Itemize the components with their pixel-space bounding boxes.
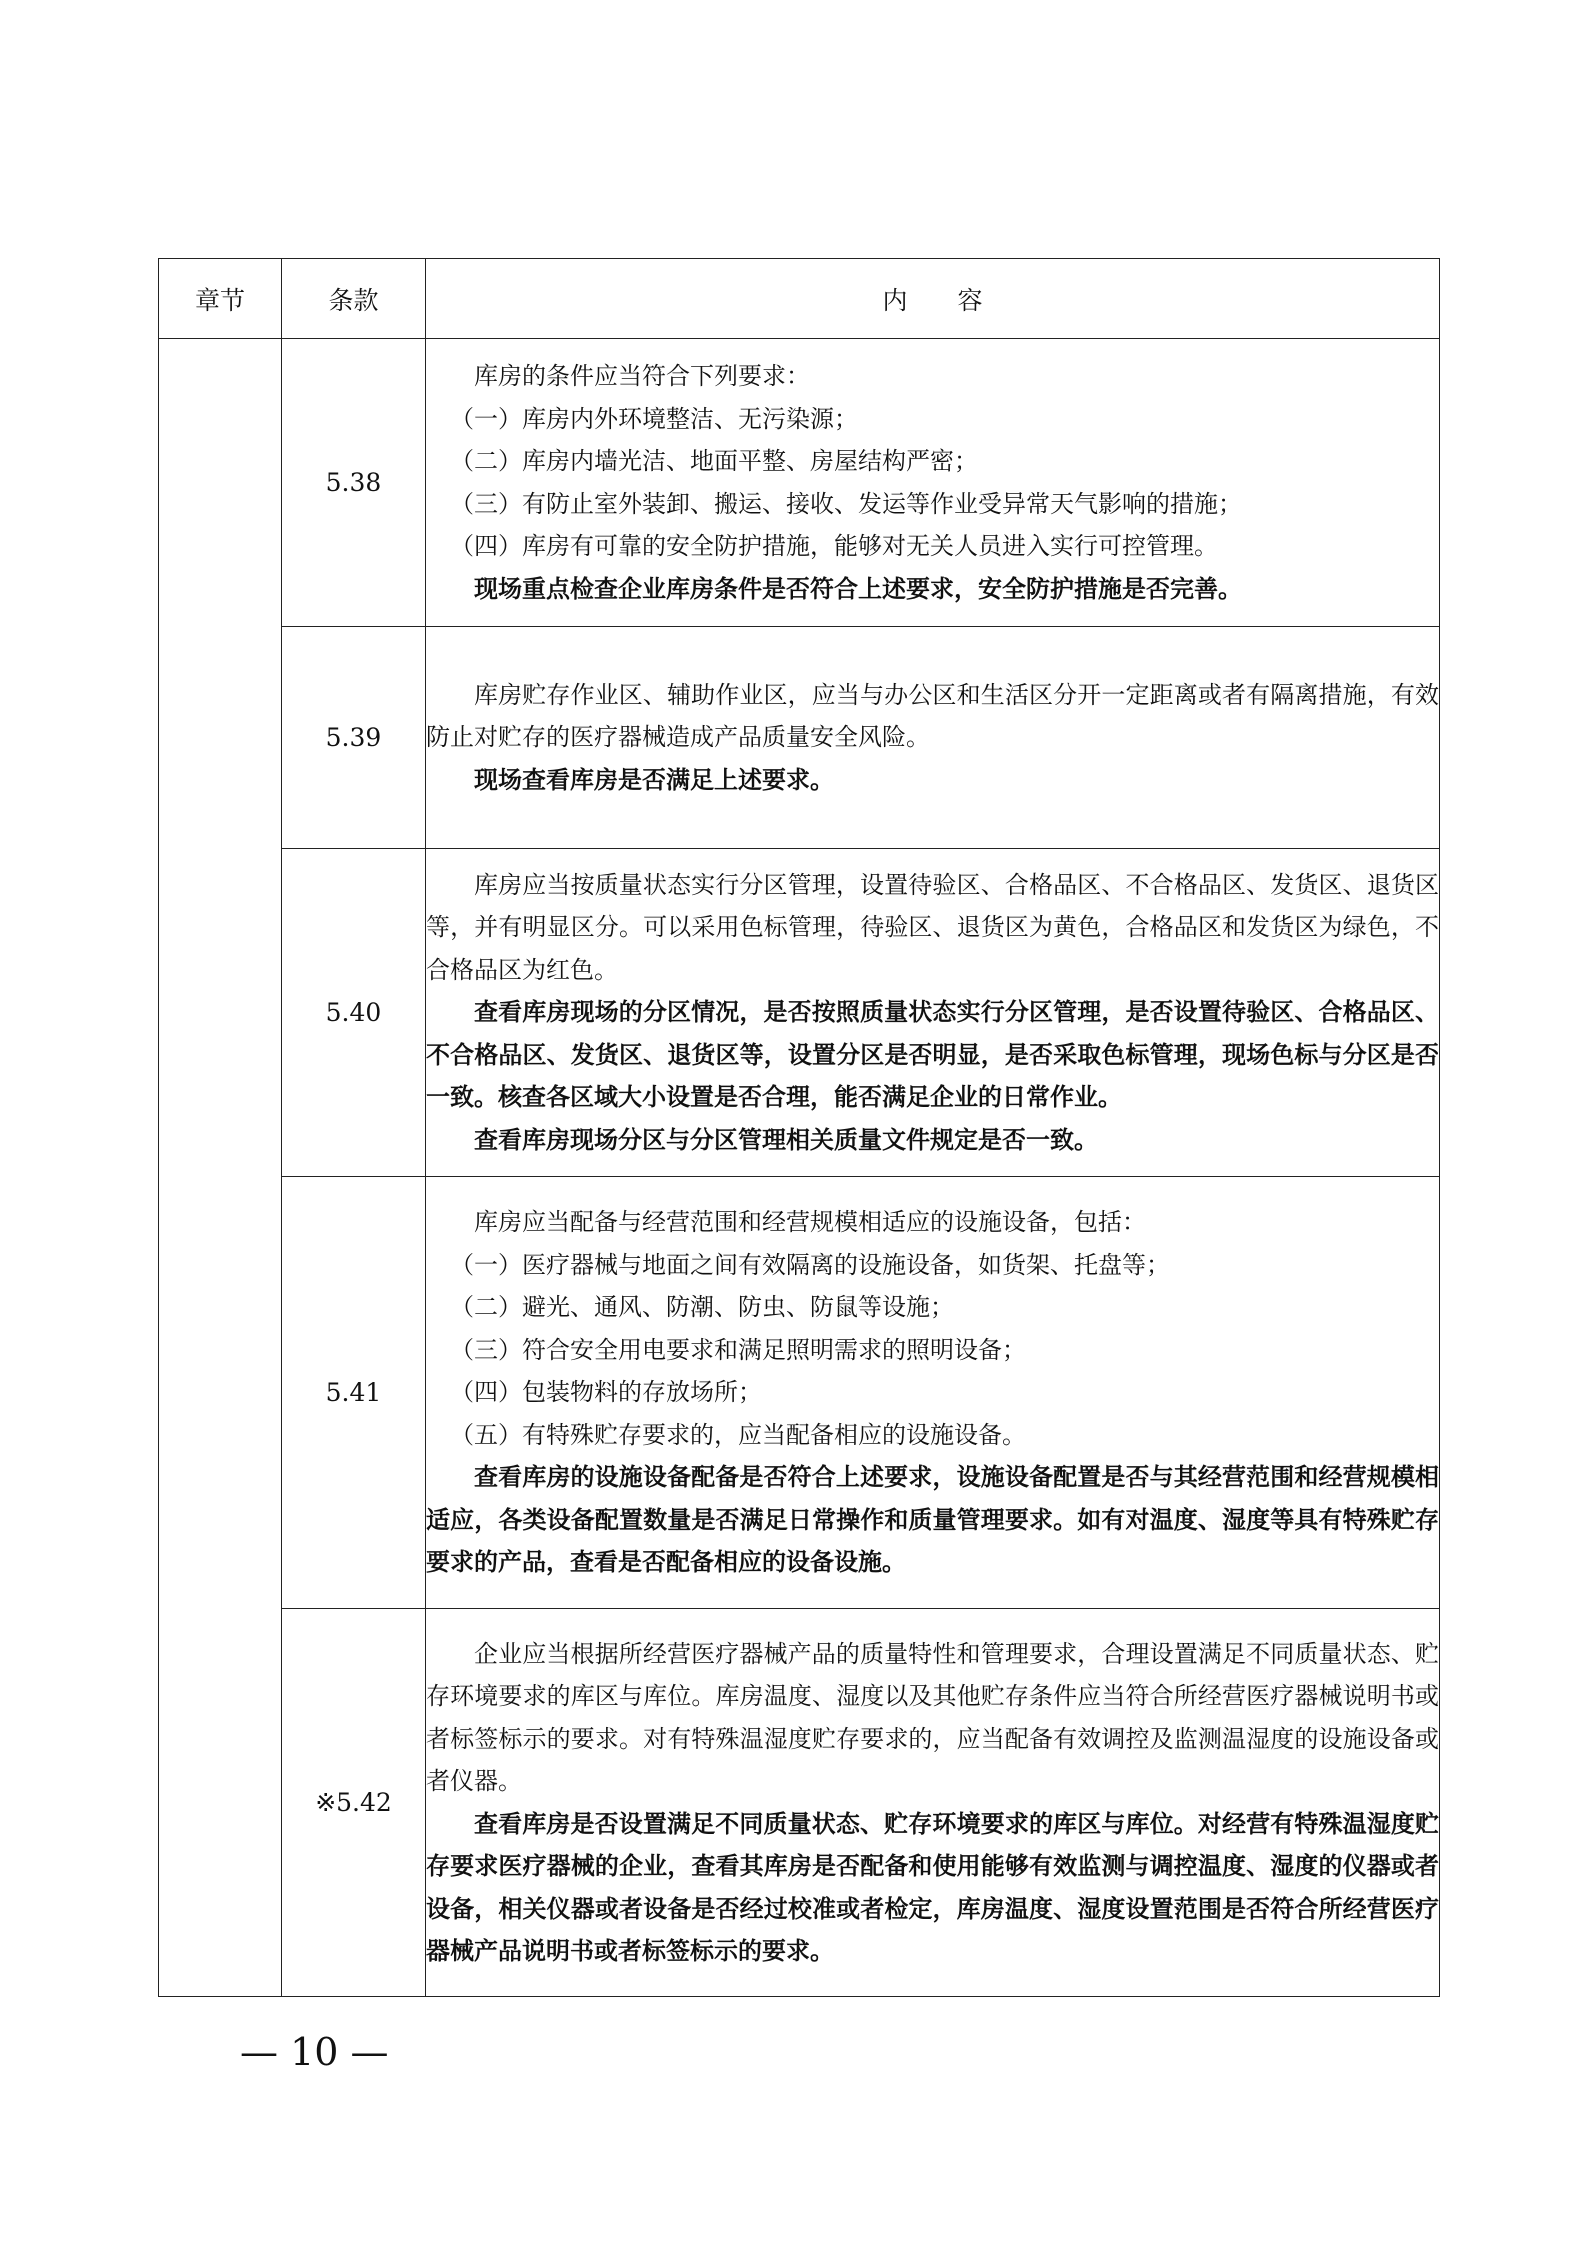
clause-content [426, 1177, 1440, 1609]
requirement-item: （一）医疗器械与地面之间有效隔离的设施设备，如货架、托盘等； [450, 1250, 1170, 1279]
clause-header: 条款 [282, 259, 426, 339]
requirement-text: 库房应当按质量状态实行分区管理，设置待验区、合格品区、不合格品区、发货区、退货区等，并有明显区分。可以采用色标管理，待验区、退货区为黄色，合格品区和发货区为绿色，不合格品区为红色。 [426, 870, 1439, 984]
clause-content [426, 1609, 1440, 1997]
table-row [159, 1609, 1440, 1997]
clause-number: 5.40 [282, 849, 426, 1177]
inspection-note: 查看库房现场的分区情况，是否按照质量状态实行分区管理，是否设置待验区、合格品区、不合格品区、发货区、退货区等，设置分区是否明显，是否采取色标管理，现场色标与分区是否一致。核查各区域大小设置是否合理，能否满足企业的日常作业。 [426, 997, 1439, 1112]
inspection-note: 现场查看库房是否满足上述要求。 [474, 764, 834, 794]
clause-number: ※5.42 [282, 1609, 426, 1997]
inspection-table [158, 258, 1440, 1997]
requirement-item: （三）符合安全用电要求和满足照明需求的照明设备； [450, 1335, 1026, 1364]
requirement-text: 库房的条件应当符合下列要求： [474, 362, 810, 390]
chapter-header: 章节 [159, 259, 282, 339]
chapter-cell [159, 339, 282, 1997]
clause-number: 5.39 [282, 627, 426, 849]
requirement-item: （四）库房有可靠的安全防护措施，能够对无关人员进入实行可控管理。 [450, 532, 1218, 560]
requirement-item: （一）库房内外环境整洁、无污染源； [450, 404, 858, 433]
requirement-text: 企业应当根据所经营医疗器械产品的质量特性和管理要求，合理设置满足不同质量状态、贮存环境要求的库区与库位。库房温度、湿度以及其他贮存条件应当符合所经营医疗器械说明书或者标签标示的要求。对有特殊温湿度贮存要求的，应当配备有效调控及监测温湿度的设施设备或者仪器。 [426, 1639, 1439, 1795]
content-header: 内 容 [426, 259, 1440, 339]
requirement-text: 库房应当配备与经营范围和经营规模相适应的设施设备，包括： [474, 1208, 1146, 1237]
clause-number: 5.41 [282, 1177, 426, 1609]
requirement-item: （二）库房内墙光洁、地面平整、房屋结构严密； [450, 447, 978, 475]
clause-content [426, 849, 1440, 1177]
inspection-note: 查看库房现场分区与分区管理相关质量文件规定是否一致。 [474, 1124, 1098, 1154]
clause-number: 5.38 [282, 339, 426, 627]
table-row [159, 1177, 1440, 1609]
table-row [159, 849, 1440, 1177]
clause-content [426, 627, 1440, 849]
page-number: — 10 — [240, 2030, 389, 2074]
requirement-item: （三）有防止室外装卸、搬运、接收、发运等作业受异常天气影响的措施； [450, 489, 1242, 518]
table-row [159, 627, 1440, 849]
table-header-row [159, 259, 1440, 339]
table-row [159, 339, 1440, 627]
requirement-item: （四）包装物料的存放场所； [450, 1378, 762, 1407]
inspection-note: 查看库房是否设置满足不同质量状态、贮存环境要求的库区与库位。对经营有特殊温湿度贮存要求医疗器械的企业，查看其库房是否配备和使用能够有效监测与调控温度、湿度的仪器或者设备，相关仪器或者设备是否经过校准或者检定，库房温度、湿度设置范围是否符合所经营医疗器械产品说明书或者标签标示的要求。 [426, 1808, 1439, 1965]
inspection-note: 查看库房的设施设备配备是否符合上述要求，设施设备配置是否与其经营范围和经营规模相适应，各类设备配置数量是否满足日常操作和质量管理要求。如有对温度、湿度等具有特殊贮存要求的产品，查看是否配备相应的设备设施。 [426, 1462, 1439, 1577]
clause-content [426, 339, 1440, 627]
requirement-item: （二）避光、通风、防潮、防虫、防鼠等设施； [450, 1293, 954, 1322]
requirement-text: 库房贮存作业区、辅助作业区，应当与办公区和生活区分开一定距离或者有隔离措施，有效防止对贮存的医疗器械造成产品质量安全风险。 [426, 680, 1439, 752]
inspection-note: 现场重点检查企业库房条件是否符合上述要求，安全防护措施是否完善。 [474, 573, 1242, 603]
requirement-item: （五）有特殊贮存要求的，应当配备相应的设施设备。 [450, 1420, 1026, 1449]
